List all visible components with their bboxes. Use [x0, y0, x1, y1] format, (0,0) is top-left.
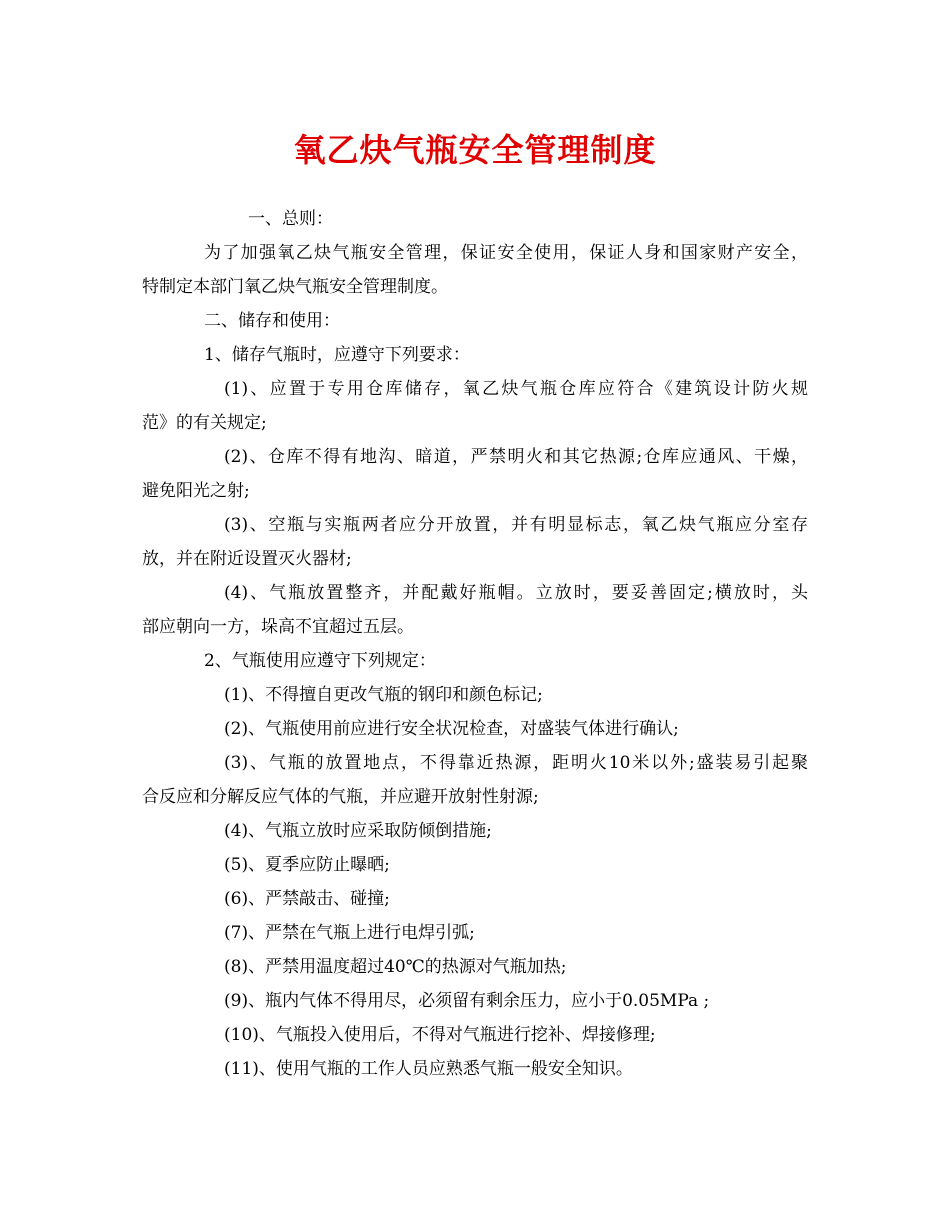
- usage-item-1: (1)、不得擅自更改气瓶的钢印和颜色标记;: [224, 685, 543, 705]
- general-heading: 一、总则：: [248, 209, 333, 229]
- general-paragraph-line-1: 为了加强氧乙炔气瓶安全管理，保证安全使用，保证人身和国家财产安全，: [204, 243, 808, 263]
- storage-item-4-line-2: 部应朝向一方，垛高不宜超过五层。: [142, 617, 414, 637]
- usage-item-10: (10)、气瓶投入使用后，不得对气瓶进行挖补、焊接修理;: [224, 1025, 656, 1045]
- usage-item-7: (7)、严禁在气瓶上进行电焊引弧;: [224, 923, 475, 943]
- usage-subheading-2: 2、气瓶使用应遵守下列规定：: [204, 651, 436, 671]
- storage-item-1-line-1: (1)、应置于专用仓库储存，氧乙炔气瓶仓库应符合《建筑设计防火规: [224, 379, 808, 399]
- general-paragraph-line-2: 特制定本部门氧乙炔气瓶安全管理制度。: [142, 277, 448, 297]
- usage-item-11: (11)、使用气瓶的工作人员应熟悉气瓶一般安全知识。: [224, 1059, 633, 1079]
- storage-item-2-line-2: 避免阳光之射;: [142, 481, 250, 501]
- usage-item-6: (6)、严禁敲击、碰撞;: [224, 889, 390, 909]
- document-body: [142, 202, 808, 1086]
- storage-item-3-line-2: 放，并在附近设置灭火器材;: [142, 549, 352, 569]
- usage-item-9: (9)、瓶内气体不得用尽，必须留有剩余压力，应小于0.05MPa ;: [224, 991, 710, 1011]
- storage-item-4-line-1: (4)、气瓶放置整齐，并配戴好瓶帽。立放时，要妥善固定;横放时，头: [224, 583, 808, 603]
- storage-item-2-line-1: (2)、仓库不得有地沟、暗道，严禁明火和其它热源;仓库应通风、干燥，: [224, 447, 808, 467]
- document-title: 氧乙炔气瓶安全管理制度: [293, 131, 657, 169]
- usage-item-4: (4)、气瓶立放时应采取防倾倒措施;: [224, 821, 492, 841]
- usage-item-5: (5)、夏季应防止曝晒;: [224, 855, 390, 875]
- usage-item-2: (2)、气瓶使用前应进行安全状况检查，对盛装气体进行确认;: [224, 719, 679, 739]
- storage-subheading-1: 1、储存气瓶时，应遵守下列要求：: [204, 345, 470, 365]
- usage-item-3-line-1: (3)、气瓶的放置地点，不得靠近热源，距明火10米以外;盛装易引起聚: [224, 753, 808, 773]
- storage-item-3-line-1: (3)、空瓶与实瓶两者应分开放置，并有明显标志，氧乙炔气瓶应分室存: [224, 515, 808, 535]
- storage-heading: 二、储存和使用：: [204, 311, 340, 331]
- usage-item-3-line-2: 合反应和分解反应气体的气瓶，并应避开放射性射源;: [142, 787, 539, 807]
- storage-item-1-line-2: 范》的有关规定;: [142, 413, 267, 433]
- usage-item-8: (8)、严禁用温度超过40℃的热源对气瓶加热;: [224, 957, 567, 977]
